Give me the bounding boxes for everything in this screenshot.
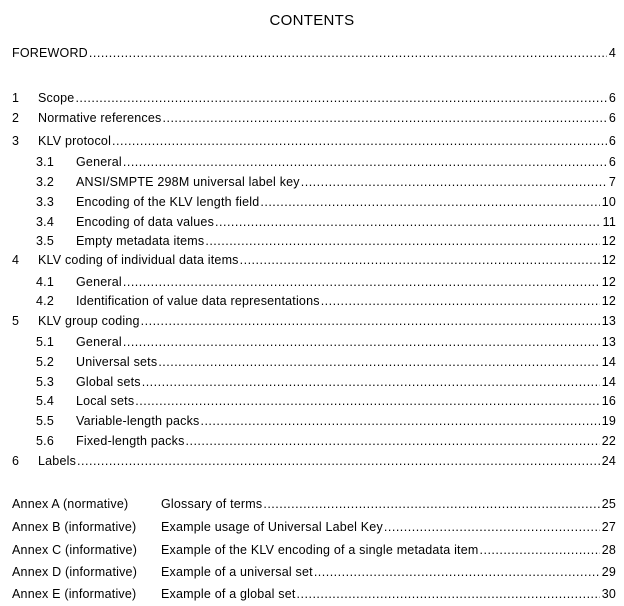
dot-leader bbox=[205, 232, 599, 250]
toc-entry-page: 19 bbox=[601, 414, 616, 428]
dot-leader bbox=[123, 333, 600, 351]
toc-entry-label: General bbox=[76, 155, 122, 169]
toc-entry-label: Scope bbox=[38, 91, 75, 105]
toc-entry-number: Annex E (informative) bbox=[12, 587, 137, 601]
toc-entry-subsection[interactable] bbox=[36, 232, 616, 250]
toc-entry-page: 24 bbox=[601, 454, 616, 468]
toc-entry-number: 3 bbox=[12, 134, 20, 148]
dot-leader bbox=[240, 251, 600, 269]
toc-entry-label: Local sets bbox=[76, 394, 135, 408]
toc-entry-label: Universal sets bbox=[76, 355, 158, 369]
toc-entry-number: 5.4 bbox=[36, 394, 54, 408]
toc-entry-number: 4.2 bbox=[36, 294, 54, 308]
dot-leader bbox=[186, 432, 600, 450]
toc-entry-page: 27 bbox=[601, 520, 616, 534]
toc-entry-number: 5 bbox=[12, 314, 20, 328]
dot-leader bbox=[89, 44, 607, 62]
dot-leader bbox=[384, 518, 600, 536]
toc-entry-label: General bbox=[76, 275, 122, 289]
toc-entry-number: Annex C (informative) bbox=[12, 543, 138, 557]
page-title: CONTENTS bbox=[269, 12, 355, 29]
toc-entry-section[interactable] bbox=[12, 89, 616, 107]
toc-entry-number: Annex A (normative) bbox=[12, 497, 129, 511]
toc-entry-page: 10 bbox=[601, 195, 616, 209]
toc-entry-label: Example of a universal set bbox=[161, 565, 313, 579]
toc-entry-page: 30 bbox=[601, 587, 616, 601]
toc-entry-page: 13 bbox=[601, 335, 616, 349]
toc-entry-label: Encoding of the KLV length field bbox=[76, 195, 260, 209]
toc-entry-subsection[interactable] bbox=[36, 292, 616, 310]
toc-entry-number: 3.1 bbox=[36, 155, 54, 169]
toc-entry-number: Annex D (informative) bbox=[12, 565, 138, 579]
toc-entry-section[interactable] bbox=[12, 132, 616, 150]
toc-entry-label: Normative references bbox=[38, 111, 162, 125]
toc-entry-subsection[interactable] bbox=[36, 173, 616, 191]
toc-entry-section[interactable] bbox=[12, 312, 616, 330]
toc-entry-page: 16 bbox=[601, 394, 616, 408]
toc-entry-number: 5.1 bbox=[36, 335, 54, 349]
dot-leader bbox=[135, 392, 599, 410]
toc-entry-page: 22 bbox=[601, 434, 616, 448]
dot-leader bbox=[77, 452, 600, 470]
toc-entry-label: Labels bbox=[38, 454, 77, 468]
dot-leader bbox=[142, 373, 600, 391]
toc-entry-annex[interactable] bbox=[12, 518, 616, 536]
toc-entry-subsection[interactable] bbox=[36, 353, 616, 371]
toc-entry-label: Glossary of terms bbox=[161, 497, 263, 511]
dot-leader bbox=[163, 109, 607, 127]
toc-entry-page: 11 bbox=[602, 215, 616, 229]
toc-entry-page: 4 bbox=[608, 46, 616, 60]
toc-entry-label: Identification of value data representations bbox=[76, 294, 320, 308]
toc-entry-annex[interactable] bbox=[12, 541, 616, 559]
toc-entry-number: 5.6 bbox=[36, 434, 54, 448]
toc-entry-number: Annex B (informative) bbox=[12, 520, 137, 534]
dot-leader bbox=[480, 541, 600, 559]
toc-entry-label: Example of a global set bbox=[161, 587, 296, 601]
toc-entry-subsection[interactable] bbox=[36, 153, 616, 171]
toc-entry-number: 5.2 bbox=[36, 355, 54, 369]
toc-entry-number: 4 bbox=[12, 253, 20, 267]
toc-entry-label: Example of the KLV encoding of a single metadata item bbox=[161, 543, 479, 557]
toc-entry-number: 4.1 bbox=[36, 275, 54, 289]
toc-entry-page: 25 bbox=[601, 497, 616, 511]
toc-entry-number: 5.5 bbox=[36, 414, 54, 428]
toc-entry-subsection[interactable] bbox=[36, 333, 616, 351]
toc-entry-page: 6 bbox=[608, 134, 616, 148]
toc-entry-page: 13 bbox=[601, 314, 616, 328]
toc-entry-section[interactable] bbox=[12, 109, 616, 127]
toc-entry-label: KLV protocol bbox=[38, 134, 112, 148]
toc-entry-number: 3.5 bbox=[36, 234, 54, 248]
dot-leader bbox=[301, 173, 607, 191]
toc-entry-page: 14 bbox=[601, 375, 616, 389]
toc-entry-subsection[interactable] bbox=[36, 373, 616, 391]
toc-entry-label: Global sets bbox=[76, 375, 141, 389]
toc-entry-subsection[interactable] bbox=[36, 392, 616, 410]
toc-entry-subsection[interactable] bbox=[36, 412, 616, 430]
toc-entry-page: 12 bbox=[601, 253, 616, 267]
toc-entry-label: Empty metadata items bbox=[76, 234, 205, 248]
dot-leader bbox=[112, 132, 607, 150]
dot-leader bbox=[123, 273, 600, 291]
dot-leader bbox=[75, 89, 606, 107]
toc-entry-page: 6 bbox=[608, 155, 616, 169]
toc-entry-page: 12 bbox=[601, 294, 616, 308]
toc-entry-foreword[interactable] bbox=[12, 44, 616, 62]
toc-entry-number: 6 bbox=[12, 454, 20, 468]
dot-leader bbox=[200, 412, 599, 430]
toc-entry-subsection[interactable] bbox=[36, 213, 616, 231]
toc-entry-page: 6 bbox=[608, 111, 616, 125]
toc-entry-subsection[interactable] bbox=[36, 193, 616, 211]
dot-leader bbox=[123, 153, 607, 171]
toc-entry-page: 12 bbox=[601, 275, 616, 289]
toc-entry-label: ANSI/SMPTE 298M universal label key bbox=[76, 175, 300, 189]
dot-leader bbox=[297, 585, 600, 603]
dot-leader bbox=[321, 292, 600, 310]
toc-entry-label: Encoding of data values bbox=[76, 215, 215, 229]
toc-entry-section[interactable] bbox=[12, 251, 616, 269]
toc-entry-page: 28 bbox=[601, 543, 616, 557]
toc-entry-subsection[interactable] bbox=[36, 432, 616, 450]
toc-entry-label: KLV coding of individual data items bbox=[38, 253, 239, 267]
toc-entry-number: 3.3 bbox=[36, 195, 54, 209]
dot-leader bbox=[141, 312, 600, 330]
toc-entry-section[interactable] bbox=[12, 452, 616, 470]
toc-entry-label: Example usage of Universal Label Key bbox=[161, 520, 383, 534]
toc-entry-annex[interactable] bbox=[12, 563, 616, 581]
toc-entry-label: FOREWORD bbox=[12, 46, 88, 60]
toc-entry-number: 2 bbox=[12, 111, 20, 125]
toc-entry-annex[interactable] bbox=[12, 495, 616, 513]
toc-entry-page: 14 bbox=[601, 355, 616, 369]
toc-entry-number: 3.4 bbox=[36, 215, 54, 229]
dot-leader bbox=[314, 563, 600, 581]
toc-entry-label: KLV group coding bbox=[38, 314, 140, 328]
toc-entry-number: 1 bbox=[12, 91, 20, 105]
toc-entry-label: Variable-length packs bbox=[76, 414, 200, 428]
toc-entry-label: Fixed-length packs bbox=[76, 434, 185, 448]
toc-entry-page: 7 bbox=[608, 175, 616, 189]
toc-entry-page: 12 bbox=[601, 234, 616, 248]
dot-leader bbox=[260, 193, 599, 211]
toc-entry-page: 6 bbox=[608, 91, 616, 105]
toc-entry-number: 5.3 bbox=[36, 375, 54, 389]
dot-leader bbox=[158, 353, 599, 371]
dot-leader bbox=[263, 495, 599, 513]
toc-entry-annex[interactable] bbox=[12, 585, 616, 603]
toc-entry-page: 29 bbox=[601, 565, 616, 579]
toc-entry-label: General bbox=[76, 335, 122, 349]
toc-entry-subsection[interactable] bbox=[36, 273, 616, 291]
toc-entry-number: 3.2 bbox=[36, 175, 54, 189]
dot-leader bbox=[215, 213, 601, 231]
